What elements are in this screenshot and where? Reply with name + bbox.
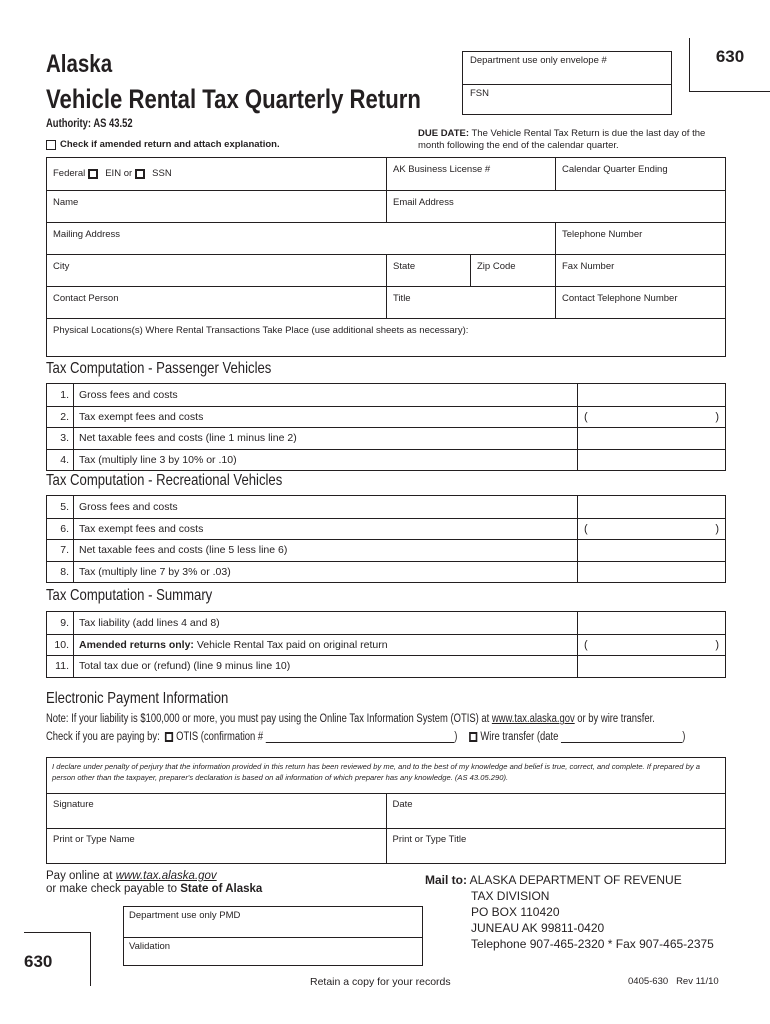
department-pmd-box	[123, 906, 423, 966]
electronic-payment-note: Note: If your liability is $100,000 or more, you must pay using the Online Tax Information System (OTIS) at www.tax.alaska.gov or by wire transfer.	[46, 713, 655, 725]
date-field[interactable]: Date	[386, 794, 726, 828]
table-row: 10. Amended returns only: Vehicle Rental Tax paid on original return ( )	[47, 634, 725, 656]
line-2-amount[interactable]: ( )	[577, 407, 725, 428]
table-row: 1. Gross fees and costs	[47, 384, 725, 406]
physical-locations-field[interactable]: Physical Locations(s) Where Rental Transactions Take Place (use additional sheets as necessary):	[53, 325, 469, 336]
passenger-table	[46, 383, 726, 471]
line-4-amount[interactable]	[577, 450, 725, 471]
wire-date-input[interactable]	[561, 731, 682, 743]
retain-copy-note: Retain a copy for your records	[310, 976, 451, 988]
federal-id-field[interactable]: Federal EIN or SSN	[53, 168, 172, 179]
state-title: Alaska	[46, 50, 113, 78]
table-row: 8. Tax (multiply line 7 by 3% or .03)	[47, 561, 725, 583]
summary-section-title: Tax Computation - Summary	[46, 587, 213, 604]
amended-label: Check if amended return and attach explanation.	[60, 139, 280, 150]
otis-confirmation-input[interactable]	[266, 731, 455, 743]
amended-return-option[interactable]	[46, 139, 280, 150]
print-title-field[interactable]: Print or Type Title	[386, 829, 726, 863]
table-row: 5. Gross fees and costs	[47, 496, 725, 518]
line-8-amount[interactable]	[577, 562, 725, 583]
line-1-amount[interactable]	[577, 384, 725, 406]
ein-checkbox[interactable]	[88, 169, 98, 179]
title-field[interactable]: Title	[386, 287, 555, 318]
mailing-address-block: Mail to: ALASKA DEPARTMENT OF REVENUE TAX DIVISION PO BOX 110420 JUNEAU AK 99811-0420 Telephone 907-465-2320 * Fax 907-465-2375	[425, 873, 714, 951]
payment-method-row: Check if you are paying by: OTIS (confirmation # ) Wire transfer (date )	[46, 731, 686, 743]
corner-divider	[24, 932, 91, 933]
revision-label: 0405-630 Rev 11/10	[628, 976, 719, 987]
signature-field[interactable]: Signature	[53, 799, 94, 810]
ssn-checkbox[interactable]	[135, 169, 145, 179]
contact-telephone-field[interactable]: Contact Telephone Number	[555, 287, 725, 318]
wire-transfer-checkbox[interactable]	[469, 732, 477, 742]
fsn-field[interactable]: FSN	[463, 84, 671, 116]
quarter-ending-field[interactable]: Calendar Quarter Ending	[555, 158, 725, 190]
form-title: Vehicle Rental Tax Quarterly Return	[46, 84, 421, 114]
form-number-bottom: 630	[24, 952, 53, 971]
line-7-amount[interactable]	[577, 540, 725, 561]
tax-website-link[interactable]: www.tax.alaska.gov	[491, 713, 575, 725]
line-6-amount[interactable]: ( )	[577, 519, 725, 540]
mailing-address-field[interactable]: Mailing Address	[53, 229, 121, 240]
table-row: 9. Tax liability (add lines 4 and 8)	[47, 612, 725, 634]
department-use-box	[462, 51, 672, 115]
email-field[interactable]: Email Address	[386, 191, 725, 222]
envelope-number-field[interactable]: Department use only envelope #	[470, 55, 607, 66]
line-10-amount[interactable]: ( )	[577, 635, 725, 656]
electronic-payment-title: Electronic Payment Information	[46, 690, 229, 707]
form-number: 630	[715, 47, 745, 66]
table-row: 7. Net taxable fees and costs (line 5 less line 6)	[47, 539, 725, 561]
authority-line: Authority: AS 43.52	[46, 118, 133, 130]
print-name-field[interactable]: Print or Type Name	[53, 834, 135, 845]
corner-divider	[90, 932, 91, 986]
recreational-section-title: Tax Computation - Recreational Vehicles	[46, 472, 283, 489]
pmd-field[interactable]: Department use only PMD	[129, 910, 241, 921]
line-9-amount[interactable]	[577, 612, 725, 634]
pay-online-note: Pay online at www.tax.alaska.gov or make check payable to State of Alaska	[46, 870, 263, 895]
line-11-amount[interactable]	[577, 656, 725, 677]
name-field[interactable]: Name	[53, 197, 79, 208]
validation-field[interactable]: Validation	[124, 937, 422, 967]
city-field[interactable]: City	[53, 261, 70, 272]
perjury-declaration: I declare under penalty of perjury that the information provided in this return has been reviewed by me, and to the best of my knowledge and belief is true, correct, and complete. If prepared by a person other than the taxpayer, preparer's declaration is based on all information of which preparer has any knowledge. (AS 43.05.290).	[52, 762, 700, 782]
state-field[interactable]: State	[386, 255, 470, 286]
line-3-amount[interactable]	[577, 428, 725, 449]
line-5-amount[interactable]	[577, 496, 725, 518]
fax-field[interactable]: Fax Number	[555, 255, 725, 286]
pay-online-link[interactable]: www.tax.alaska.gov	[115, 870, 217, 882]
due-date-note: DUE DATE: The Vehicle Rental Tax Return is due the last day of the month following the end of the calendar quarter.	[418, 128, 706, 151]
recreational-table	[46, 495, 726, 583]
table-row: 3. Net taxable fees and costs (line 1 minus line 2)	[47, 427, 725, 449]
declaration-block	[46, 757, 726, 864]
table-row: 4. Tax (multiply line 3 by 10% or .10)	[47, 449, 725, 471]
passenger-section-title: Tax Computation - Passenger Vehicles	[46, 360, 272, 377]
table-row: 11. Total tax due or (refund) (line 9 minus line 10)	[47, 655, 725, 677]
otis-checkbox[interactable]	[165, 732, 173, 742]
table-row: 6. Tax exempt fees and costs ( )	[47, 518, 725, 540]
amended-checkbox[interactable]	[46, 140, 56, 150]
summary-table	[46, 611, 726, 678]
contact-person-field[interactable]: Contact Person	[53, 293, 119, 304]
telephone-field[interactable]: Telephone Number	[555, 223, 725, 254]
taxpayer-info-grid	[46, 157, 726, 357]
zip-code-field[interactable]: Zip Code	[470, 255, 555, 286]
corner-divider	[689, 91, 770, 92]
table-row: 2. Tax exempt fees and costs ( )	[47, 406, 725, 428]
business-license-field[interactable]: AK Business License #	[386, 158, 555, 190]
